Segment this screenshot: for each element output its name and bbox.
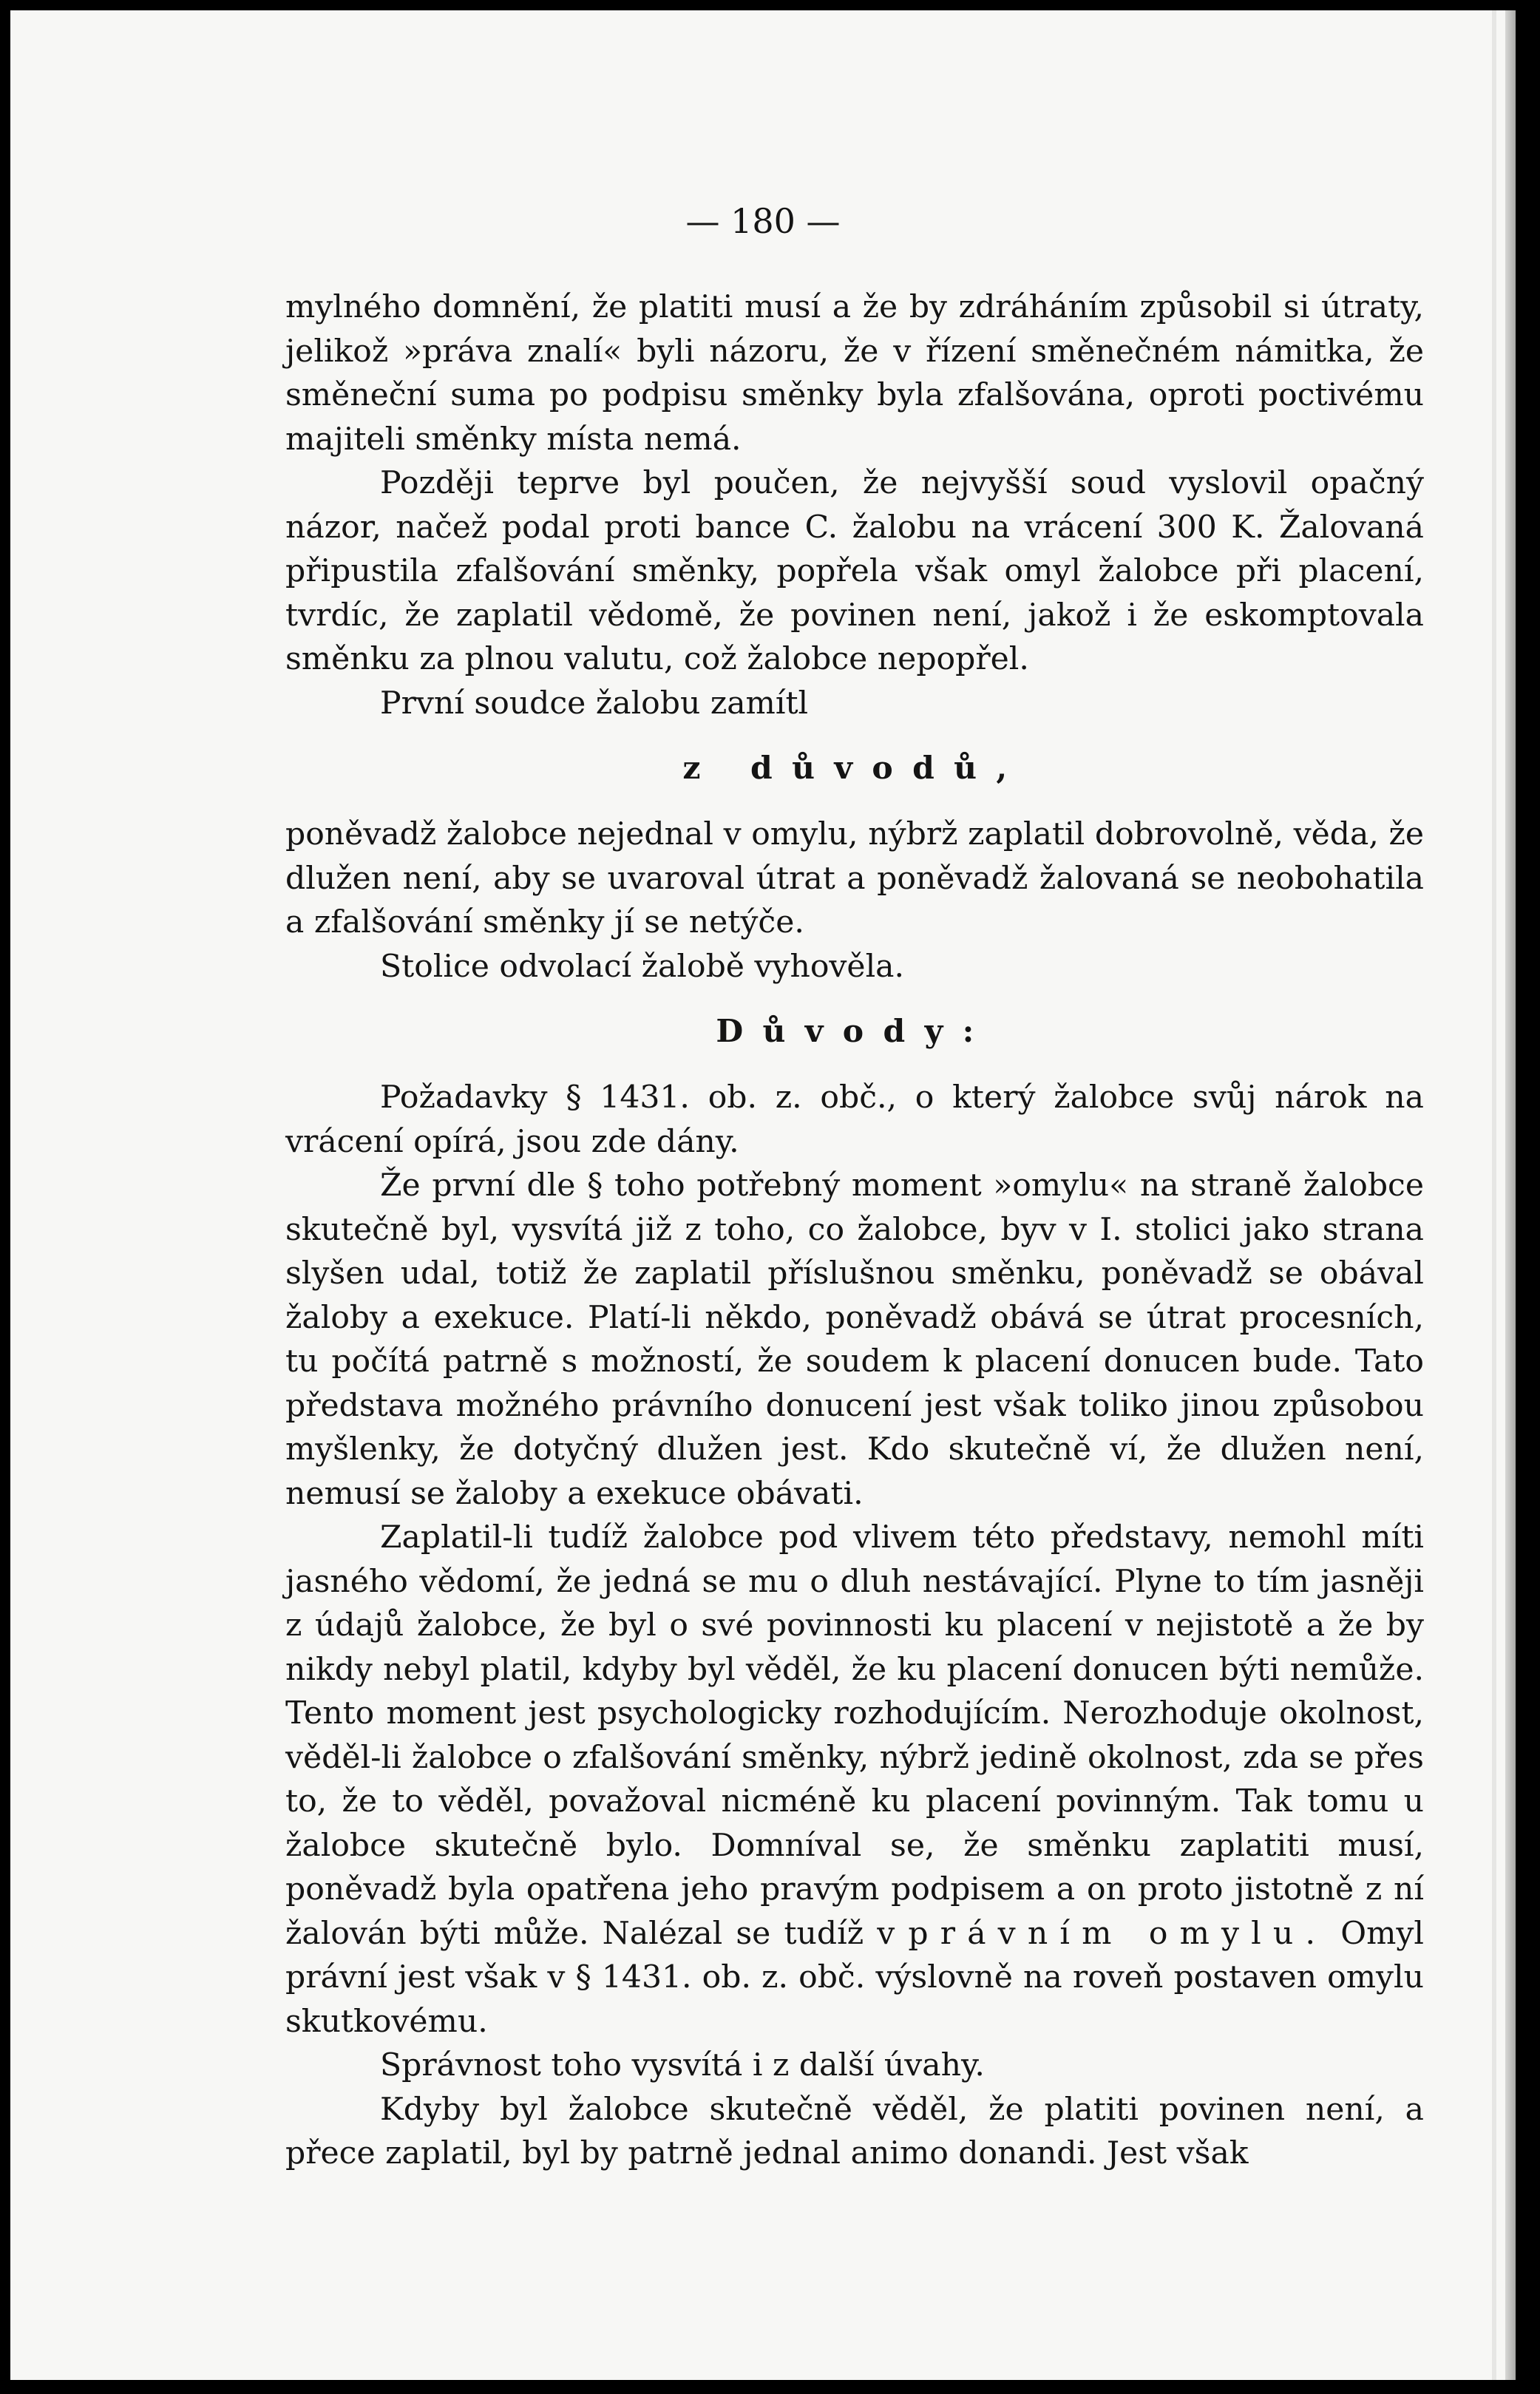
paragraph-6: Požadavky § 1431. ob. z. obč., o který žalobce svůj nárok na vrácení opírá, jsou zde dány. <box>285 1079 1424 1160</box>
page-text <box>285 285 1424 2176</box>
heading-z-duvodu: z důvodů, <box>682 750 1027 787</box>
paragraph-4: poněvadž žalobce nejednal v omylu, nýbrž zaplatil dobrovolně, věda, že dlužen není, aby se uvaroval útrat a poněvadž žalovaná se neobohatila a zfalšování směnky jí se netýče. <box>285 816 1424 940</box>
page-edge <box>1505 10 1516 2380</box>
paragraph-9: Správnost toho vysvítá i z další úvahy. <box>380 2047 985 2083</box>
paragraph-10: Kdyby byl žalobce skutečně věděl, že platiti povinen není, a přece zaplatil, byl by patrně jednal animo donandi. Jest však <box>285 2091 1424 2171</box>
paragraph-5: Stolice odvolací žalobě vyhověla. <box>380 948 905 985</box>
book-page <box>10 10 1516 2380</box>
paragraph-7: Že první dle § toho potřebný moment »omylu« na straně žalobce skutečně byl, vysvítá již z toho, co žalobce, byv v I. stolici jako strana slyšen udal, totiž že zaplatil příslušnou směnku, poněvadž se obával žaloby a exekuce. Platí-li někdo, poněvadž obává se útrat procesních, tu počítá patrně s možností, že soudem k placení donucen bude. Tato představa možného právního donucení jest však toliko jinou způsobou myšlenky, že dotyčný dlužen jest. Kdo skutečně ví, že dlužen není, nemusí se žaloby a exekuce obávati. <box>285 1167 1424 1512</box>
paragraph-8-part-1: Zaplatil-li tudíž žalobce pod vlivem této představy, nemohl míti jasného vědomí, že jedná se mu o dluh nestávající. Plyne to tím jasněji z údajů žalobce, že byl o své povinnosti ku placení v nejistotě a že by nikdy nebyl platil, kdyby byl věděl, že ku placení donucen býti nemůže. Tento moment jest psychologicky rozhodujícím. Nerozhoduje okolnost, věděl-li žalobce o zfalšování směnky, nýbrž jedině okolnost, zda se přes to, že to věděl, považoval nicméně ku placení povinným. Tak tomu u žalobce skutečně bylo. Domníval se, že směnku zaplatiti musí, poněvadž byla opatřena jeho pravým podpisem a on proto jistotně z ní žalován býti může. Nalézal se tudíž v <box>285 1519 1424 1952</box>
paragraph-8-part-2: Omyl právní jest však v § 1431. ob. z. obč. výslovně na roveň postaven omylu skutkovému. <box>285 1915 1425 2040</box>
paragraph-8 <box>285 1516 1424 2044</box>
emphasis-pravnim-omylu: právním omylu. <box>908 1915 1328 1952</box>
page-number: — 180 — <box>685 201 841 241</box>
paragraph-3: První soudce žalobu zamítl <box>380 685 809 722</box>
paragraph-2: Později teprve byl poučen, že nejvyšší soud vyslovil opačný názor, načež podal proti bance C. žalobu na vrácení 300 K. Žalovaná připustila zfalšování směnky, popřela však omyl žalobce při placení, tvrdíc, že zaplatil vědomě, že povinen není, jakož i že eskomptovala směnku za plnou valutu, což žalobce nepopřel. <box>285 465 1424 677</box>
page-edge-shadow <box>1492 10 1496 2380</box>
paragraph-1: mylného domnění, že platiti musí a že by zdráháním způsobil si útraty, jelikož »práva znalí« byli názoru, že v řízení směnečném námitka, že směneční suma po podpisu směnky byla zfalšována, oproti poctivému majiteli směnky místa nemá. <box>285 289 1424 458</box>
heading-duvody: Důvody: <box>716 1013 994 1050</box>
